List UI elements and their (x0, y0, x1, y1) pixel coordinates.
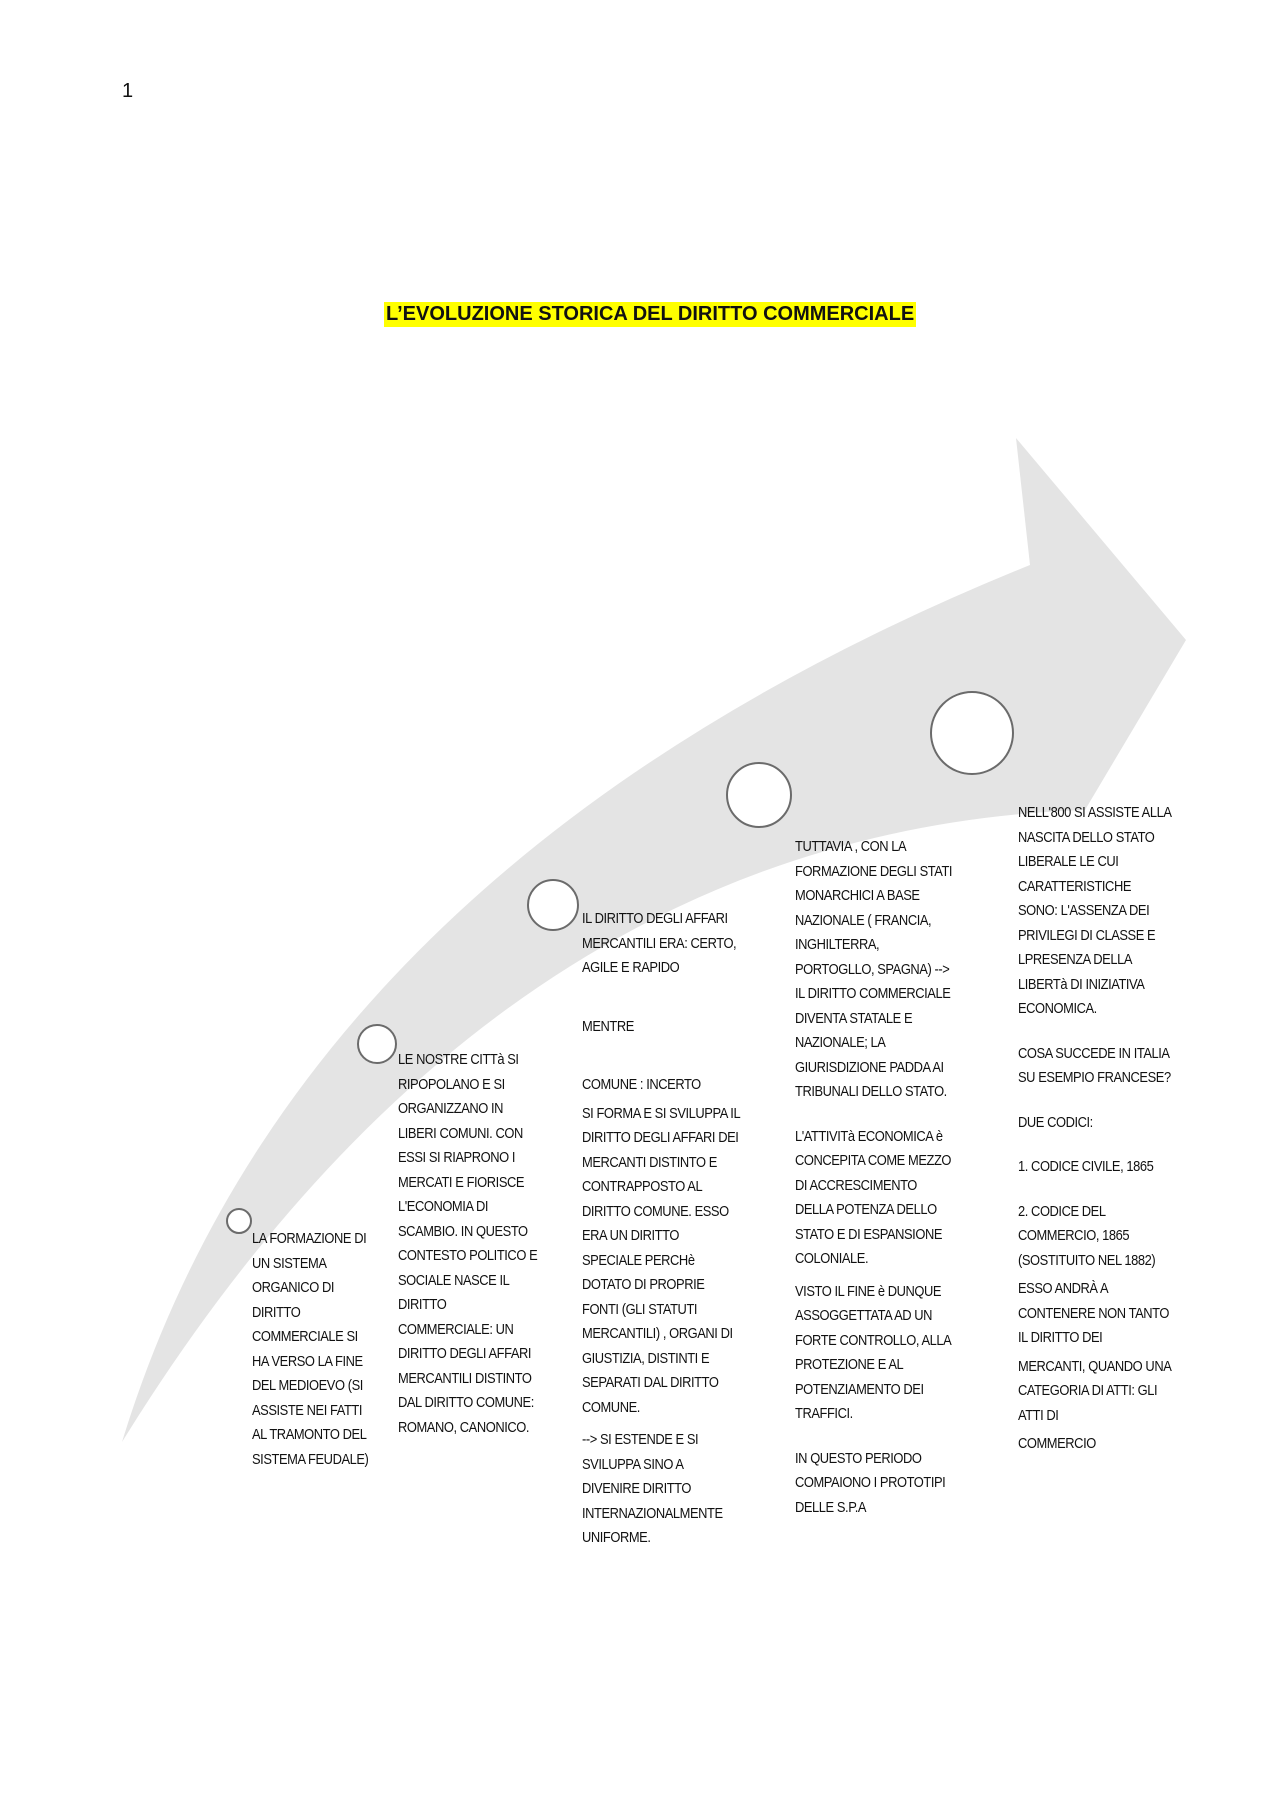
column-4-paragraph-3: VISTO IL FINE è DUNQUE ASSOGGETTATA AD UN FORTE CONTROLLO, ALLA PROTEZIONE E AL POTENZIAMENTO DEI TRAFFICI. (795, 1282, 951, 1422)
column-3-paragraph-3: COMUNE : INCERTO (582, 1076, 701, 1093)
column-5-paragraph-4: 1. CODICE CIVILE, 1865 (1018, 1158, 1154, 1175)
column-5-paragraph-6: ESSO ANDRÀ A CONTENERE NON TANTO IL DIRITTO DEI (1018, 1280, 1169, 1346)
column-2-paragraph-1: LE NOSTRE CITTà SI RIPOPOLANO E SI ORGANIZZANO IN LIBERI COMUNI. CON ESSI SI RIAPRONO I MERCATI E FIORISCE L'ECONOMIA DI SCAMBIO. IN QUESTO CONTESTO POLITICO E SOCIALE NASCE IL DIRITTO COMMERCIALE: UN DIRITTO DEGLI AFFARI MERCANTILI DISTINTO DAL DIRITTO COMUNE: ROMANO, CANONICO. (398, 1051, 538, 1436)
column-5-paragraph-3: DUE CODICI: (1018, 1113, 1093, 1131)
column-5-paragraph-1: NELL'800 SI ASSISTE ALLA NASCITA DELLO STATO LIBERALE LE CUI CARATTERISTICHE SONO: L'ASSENZA DEI PRIVILEGI DI CLASSE E LPRESENZA DELLA LIBERTà DI INIZIATIVA ECONOMICA. (1018, 804, 1171, 1017)
column-5-paragraph-2: COSA SUCCEDE IN ITALIA SU ESEMPIO FRANCESE? (1018, 1044, 1171, 1086)
column-5-paragraph-7: MERCANTI, QUANDO UNA CATEGORIA DI ATTI: GLI ATTI DI (1018, 1357, 1171, 1424)
column-5-paragraph-5: 2. CODICE DEL COMMERCIO, 1865 (SOSTITUITO NEL 1882) (1018, 1202, 1156, 1269)
column-3-paragraph-1: IL DIRITTO DEGLI AFFARI MERCANTILI ERA: CERTO, AGILE E RAPIDO (582, 910, 737, 976)
timeline-circle-1 (227, 1209, 251, 1233)
timeline-circle-4 (727, 763, 791, 827)
column-3-paragraph-4: SI FORMA E SI SVILUPPA IL DIRITTO DEGLI AFFARI DEI MERCANTI DISTINTO E CONTRAPPOSTO AL DIRITTO COMUNE. ESSO ERA UN DIRITTO SPECIALE PERCHè DOTATO DI PROPRIE FONTI (GLI STATUTI MERCANTILI) , ORGANI DI GIUSTIZIA, DISTINTI E SEPARATI DAL DIRITTO COMUNE. (582, 1104, 740, 1416)
column-3-paragraph-2: MENTRE (582, 1017, 634, 1035)
column-4-paragraph-2: L'ATTIVITà ECONOMICA è CONCEPITA COME MEZZO DI ACCRESCIMENTO DELLA POTENZA DELLO STATO E DI ESPANSIONE COLONIALE. (795, 1127, 952, 1267)
column-1-paragraph-1: LA FORMAZIONE DI UN SISTEMA ORGANICO DI DIRITTO COMMERCIALE SI HA VERSO LA FINE DEL MEDIOEVO (SI ASSISTE NEI FATTI AL TRAMONTO DEL SISTEMA FEUDALE) (252, 1230, 369, 1468)
timeline-column-3 (582, 907, 741, 1559)
page-number: 1 (122, 80, 134, 102)
timeline-column-5 (1018, 801, 1173, 1465)
column-4-paragraph-1: TUTTAVIA , CON LA FORMAZIONE DEGLI STATI MONARCHICI A BASE NAZIONALE ( FRANCIA, INGHILTERRA, PORTOGLLO, SPAGNA) --> IL DIRITTO COMMERCIALE DIVENTA STATALE E NAZIONALE; LA GIURISDIZIONE PADDA AI TRIBUNALI DELLO STATO. (795, 838, 953, 1100)
timeline-column-1 (252, 1227, 372, 1480)
column-5-paragraph-8: COMMERCIO (1018, 1435, 1096, 1452)
column-3-paragraph-5: --> SI ESTENDE E SI SVILUPPA SINO A DIVENIRE DIRITTO INTERNAZIONALMENTE UNIFORME. (582, 1431, 723, 1546)
timeline-circle-5 (931, 692, 1013, 774)
timeline-column-2 (398, 1048, 542, 1448)
column-4-paragraph-4: IN QUESTO PERIODO COMPAIONO I PROTOTIPI DELLE S.P.A (795, 1449, 946, 1516)
page-title: L’EVOLUZIONE STORICA DEL DIRITTO COMMERCIALE (386, 303, 915, 325)
timeline-circle-3 (528, 880, 578, 930)
timeline-circle-2 (358, 1025, 396, 1063)
timeline-column-4 (795, 835, 956, 1528)
